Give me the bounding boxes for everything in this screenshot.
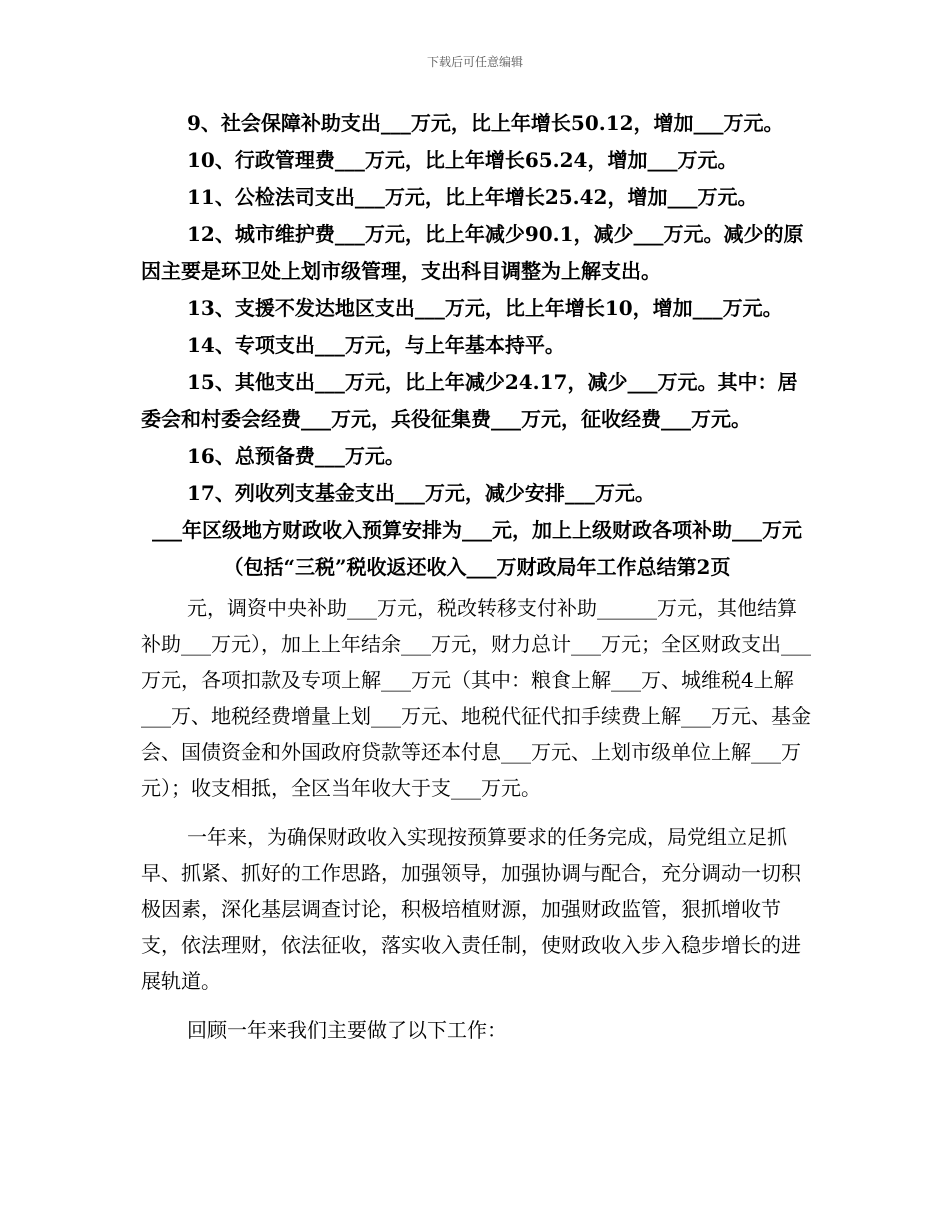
paragraph-review: 回顾一年来我们主要做了以下工作： <box>187 1018 507 1042</box>
document-body <box>141 105 813 1048</box>
section-heading: ___年区级地方财政收入预算安排为___元，加上上级财政各项补助___万元（包括“三税”税收返还收入___万财政局年工作总结第2页 <box>152 518 802 579</box>
item-12: 12、城市维护费___万元，比上年减少90.1，减少___万元。减少的原因主要是环卫处上划市级管理，支出科目调整为上解支出。 <box>141 222 804 283</box>
item-9: 9、社会保障补助支出___万元，比上年增长50.12，增加___万元。 <box>187 111 784 135</box>
page-header: 下载后可任意编辑 <box>426 55 523 69</box>
item-13: 13、支援不发达地区支出___万元，比上年增长10，增加___万元。 <box>187 296 783 320</box>
item-11: 11、公检法司支出___万元，比上年增长25.42，增加___万元。 <box>187 185 758 209</box>
item-17: 17、列收列支基金支出___万元，减少安排___万元。 <box>187 481 655 505</box>
paragraph-summary: 一年来，为确保财政收入实现按预算要求的任务完成，局党组立足抓早、抓紧、抓好的工作思路，加强领导，加强协调与配合，充分调动一切积极因素，深化基层调查讨论，积极培植财源，加强财政监管，狠抓增收节支，依法理财，依法征收，落实收入责任制，使财政收入步入稳步增长的进展轨道。 <box>141 825 801 993</box>
item-14: 14、专项支出___万元，与上年基本持平。 <box>187 333 565 357</box>
paragraph-budget: 元，调资中央补助___万元，税改转移支付补助______万元，其他结算补助___万元），加上上年结余___万元，财力总计___万元；全区财政支出___万元，各项扣款及专项上解___万元（其中：粮食上解___万、城维税4上解___万、地税经费增量上划___万元、地税代征代扣手续费上解___万元、基金会、国债资金和外国政府贷款等还本付息___万元、上划市级单位上解___万元）；收支相抵，全区当年收大于支___万元。 <box>141 596 811 800</box>
item-10: 10、行政管理费___万元，比上年增长65.24，增加___万元。 <box>187 148 738 172</box>
item-16: 16、总预备费___万元。 <box>187 444 405 468</box>
item-15: 15、其他支出___万元，比上年减少24.17，减少___万元。其中：居委会和村委会经费___万元，兵役征集费___万元，征收经费___万元。 <box>141 370 798 431</box>
